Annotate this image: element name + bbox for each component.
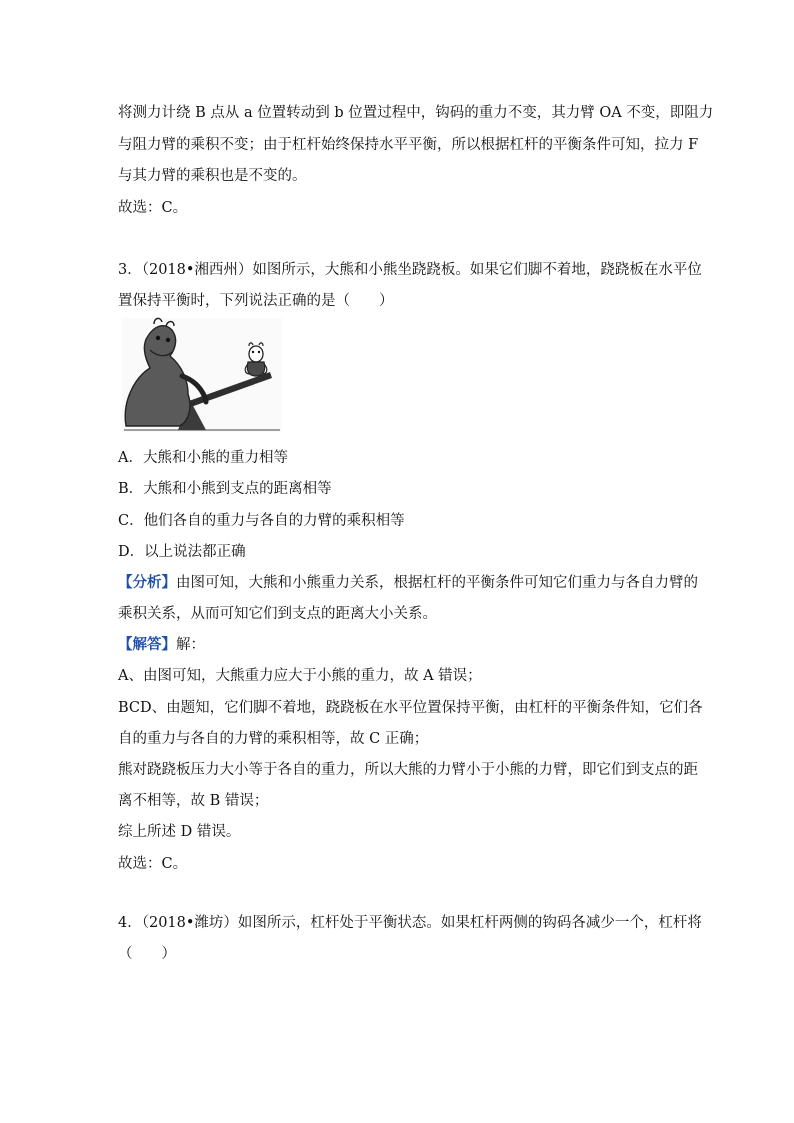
q3-solution-head: [118, 635, 205, 655]
solution-head-text: 解：: [176, 637, 205, 653]
q3-option-b: B．大熊和小熊到支点的距离相等: [118, 481, 332, 497]
q3-solution-line-2: BCD、由题知，它们脚不着地，跷跷板在水平位置保持平衡，由杠杆的平衡条件知，它们各: [118, 700, 703, 716]
q3-solution-line-6: 综上所述 D 错误。: [118, 824, 241, 840]
analysis-tag: 【分析】: [118, 574, 176, 591]
prev-solution-line-3: 与其力臂的乘积也是不变的。: [118, 168, 307, 184]
q3-solution-line-4: 熊对跷跷板压力大小等于各自的重力，所以大熊的力臂小于小熊的力臂，即它们到支点的距: [118, 762, 698, 778]
q3-analysis-line-1: [118, 573, 698, 593]
q3-solution-line-3: 自的重力与各自的力臂的乘积相等，故 C 正确；: [118, 731, 429, 747]
prev-solution-line-1: 将测力计绕 B 点从 a 位置转动到 b 位置过程中，钩码的重力不变，其力臂 OA 不变，即阻力: [118, 105, 714, 121]
q3-option-d: D．以上说法都正确: [118, 544, 246, 560]
q4-stem-line-1: 4．（2018•潍坊）如图所示，杠杆处于平衡状态。如果杠杆两侧的钩码各减少一个，杠杆将: [118, 915, 702, 931]
q3-option-a: A．大熊和小熊的重力相等: [118, 450, 288, 466]
q3-option-c: C．他们各自的重力与各自的力臂的乘积相等: [118, 513, 405, 529]
solution-tag: 【解答】: [118, 636, 176, 653]
q3-answer: 故选：C。: [118, 856, 188, 872]
seesaw-bears-illustration: [120, 316, 284, 434]
q3-stem-line-1: 3．（2018•湘西州）如图所示，大熊和小熊坐跷跷板。如果它们脚不着地，跷跷板在水平位: [118, 262, 702, 278]
prev-answer: 故选：C。: [118, 200, 188, 216]
q3-analysis-line-2: 乘积关系，从而可知它们到支点的距离大小关系。: [118, 606, 437, 622]
analysis-text-1: 由图可知，大熊和小熊重力关系，根据杠杆的平衡条件可知它们重力与各自力臂的: [176, 575, 698, 591]
q3-solution-line-1: A、由图可知，大熊重力应大于小熊的重力，故 A 错误；: [118, 668, 482, 684]
q3-stem-line-2: 置保持平衡时，下列说法正确的是（ ）: [118, 293, 394, 309]
prev-solution-line-2: 与阻力臂的乘积不变；由于杠杆始终保持水平平衡，所以根据杠杆的平衡条件可知，拉力 F: [118, 137, 699, 153]
q3-solution-line-5: 离不相等，故 B 错误；: [118, 793, 269, 809]
q4-stem-line-2: （ ）: [118, 946, 176, 962]
